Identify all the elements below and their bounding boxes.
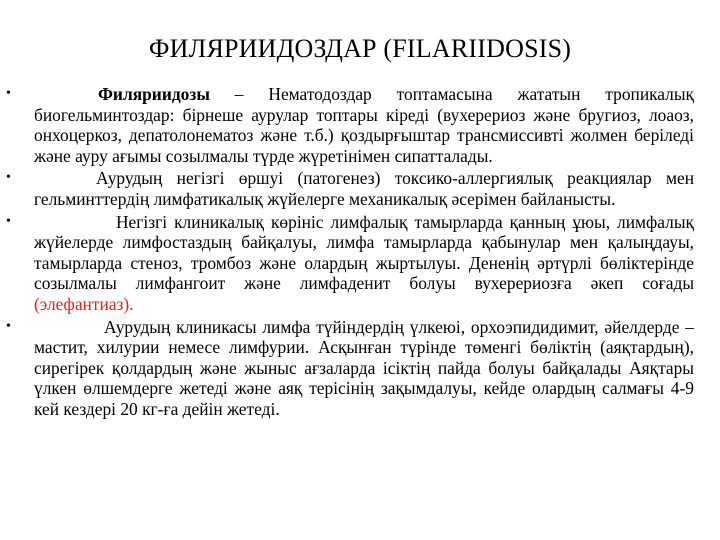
bullet-list [6,84,694,422]
bullet-icon: • [6,170,11,186]
item-text: Негізгі клиникалық көрініс лимфалық тамырларда қанның ұюы, лимфалық жүйелерде лимфостаздың байқалуы, лимфа тамырларда қабынулар мен қалыңдауы, тамырларда стеноз, тромбоз және олардың жыртылуы. Дененің әртүрлі бөліктерінде созылмалы лимфангоит және лимфаденит болуы вухерериозға әкеп соғады [34,211,694,294]
term-filariidosis: Филяриидозы [98,84,210,104]
list-item [6,168,694,209]
list-item [6,84,694,166]
list-item [6,212,694,315]
slide-title: ФИЛЯРИИДОЗДАР (FILARIIDOSIS) [148,34,572,63]
bullet-icon: • [6,213,11,229]
highlight-elephantiasis: (элефантиаз). [34,293,134,314]
item-text: Аурудың клиникасы лимфа түйіндердің үлкеюі, орхоэпидидимит, әйелдерде – мастит, хилурии немесе лимфурии. Асқынған түрінде төменгі бөліктің (аяқтардың), сирегірек қолдардың және жыныс ағзаларда ісіктің пайда болуы байқалады Аяқтары үлкен өлшемдерге жетеді және аяқ терісінің зақымдалуы, кейде олардың салмағы 4-9 кей кездері 20 кг-ға дейін жетеді. [34,316,694,419]
bullet-icon: • [6,318,11,334]
item-text: Аурудың негізгі өршуі (патогенез) токсико-аллергиялық реакциялар мен гельминттердің лимфатикалық жүйелерге механикалық әсерімен байланысты. [34,168,694,209]
bullet-icon: • [6,86,11,101]
list-item [6,317,694,420]
item-text: – Нематодоздар топтамасына жататын тропикалық биогельминтоздар: бірнеше аурулар топтары кіреді (вухерериоз және бругиоз, лоаоз, онхоцеркоз, депатолонематоз және т.б.) қоздырғыштар трансмиссивті жолмен беріледі және ауру ағымы созылмалы түрде жүретінімен сипатталады. [34,84,694,166]
